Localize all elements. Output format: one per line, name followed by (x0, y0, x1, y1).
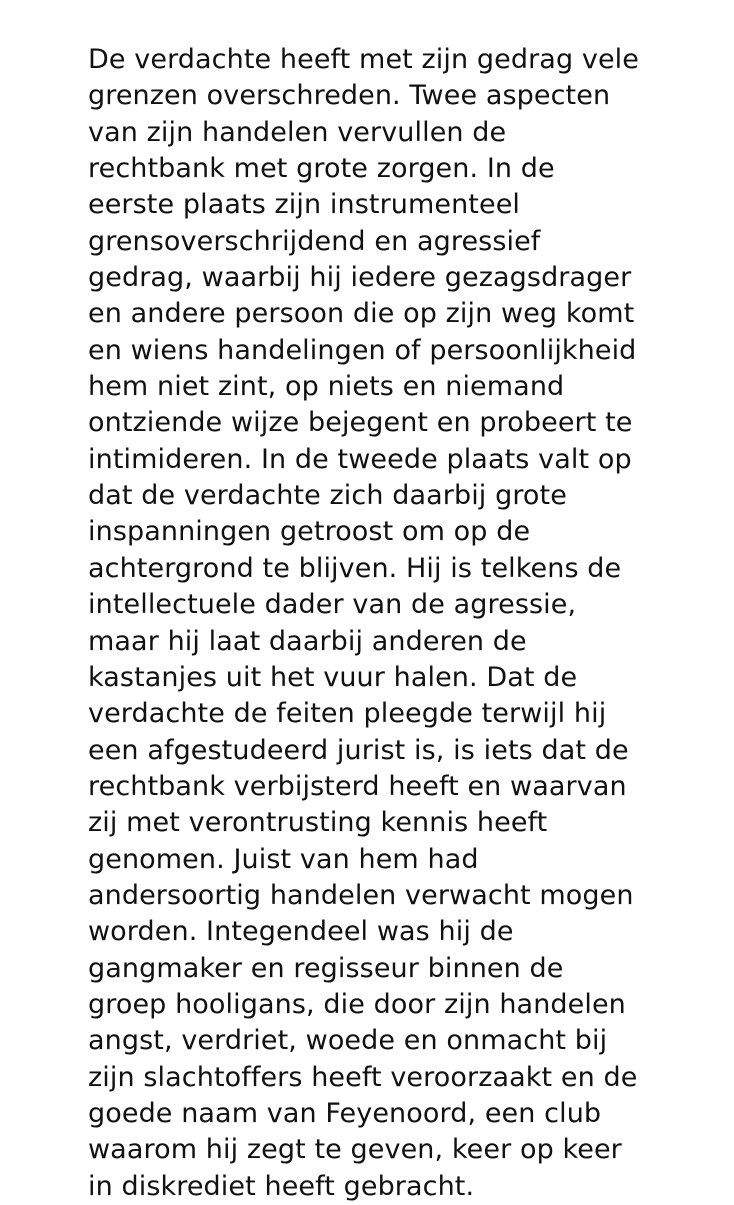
text-line-7: gedrag, waarbij hij iedere gezagsdrager (88, 262, 632, 294)
text-line-26: gangmaker en regisseur binnen de (88, 952, 564, 984)
text-line-10: hem niet zint, op niets en niemand (88, 371, 565, 403)
text-line-31: waarom hij zegt te geven, keer op keer (88, 1134, 622, 1166)
text-line-11: ontziende wijze bejegent en probeert te (88, 407, 633, 439)
text-line-30: goede naam van Feyenoord, een club (88, 1097, 602, 1129)
text-line-14: inspanningen getroost om op de (88, 516, 531, 548)
text-line-27: groep hooligans, die door zijn handelen (88, 988, 626, 1020)
text-line-12: intimideren. In de tweede plaats valt op (88, 443, 632, 475)
text-line-3: van zijn handelen vervullen de (88, 116, 507, 148)
text-line-15: achtergrond te blijven. Hij is telkens de (88, 552, 622, 584)
text-line-18: kastanjes uit het vuur halen. Dat de (88, 661, 578, 693)
text-line-24: andersoortig handelen verwacht mogen (88, 879, 634, 911)
text-line-1: De verdachte heeft met zijn gedrag vele (88, 44, 639, 75)
text-line-8: en andere persoon die op zijn weg komt (88, 298, 635, 330)
text-line-32: in diskrediet heeft gebracht. (88, 1170, 475, 1202)
text-line-29: zijn slachtoffers heeft veroorzaakt en de (88, 1061, 638, 1093)
text-line-13: dat de verdachte zich daarbij grote (88, 480, 567, 512)
text-line-5: eerste plaats zijn instrumenteel (88, 189, 521, 221)
text-line-2: grenzen overschreden. Twee aspecten (88, 80, 611, 112)
text-line-28: angst, verdriet, woede en onmacht bij (88, 1025, 608, 1057)
text-line-23: genomen. Juist van hem had (88, 843, 479, 875)
text-line-19: verdachte de feiten pleegde terwijl hij (88, 698, 607, 730)
text-line-4: rechtbank met grote zorgen. In de (88, 153, 555, 185)
text-line-9: en wiens handelingen of persoonlijkheid (88, 334, 637, 366)
text-line-22: zij met verontrusting kennis heeft (88, 807, 548, 839)
verdict-paragraph (88, 42, 728, 1205)
text-line-25: worden. Integendeel was hij de (88, 916, 514, 948)
text-line-16: intellectuele dader van de agressie, (88, 589, 577, 621)
text-line-6: grensoverschrijdend en agressief (88, 225, 541, 257)
text-line-17: maar hij laat daarbij anderen de (88, 625, 527, 657)
text-line-20: een afgestudeerd jurist is, is iets dat de (88, 734, 629, 766)
text-line-21: rechtbank verbijsterd heeft en waarvan (88, 770, 627, 802)
